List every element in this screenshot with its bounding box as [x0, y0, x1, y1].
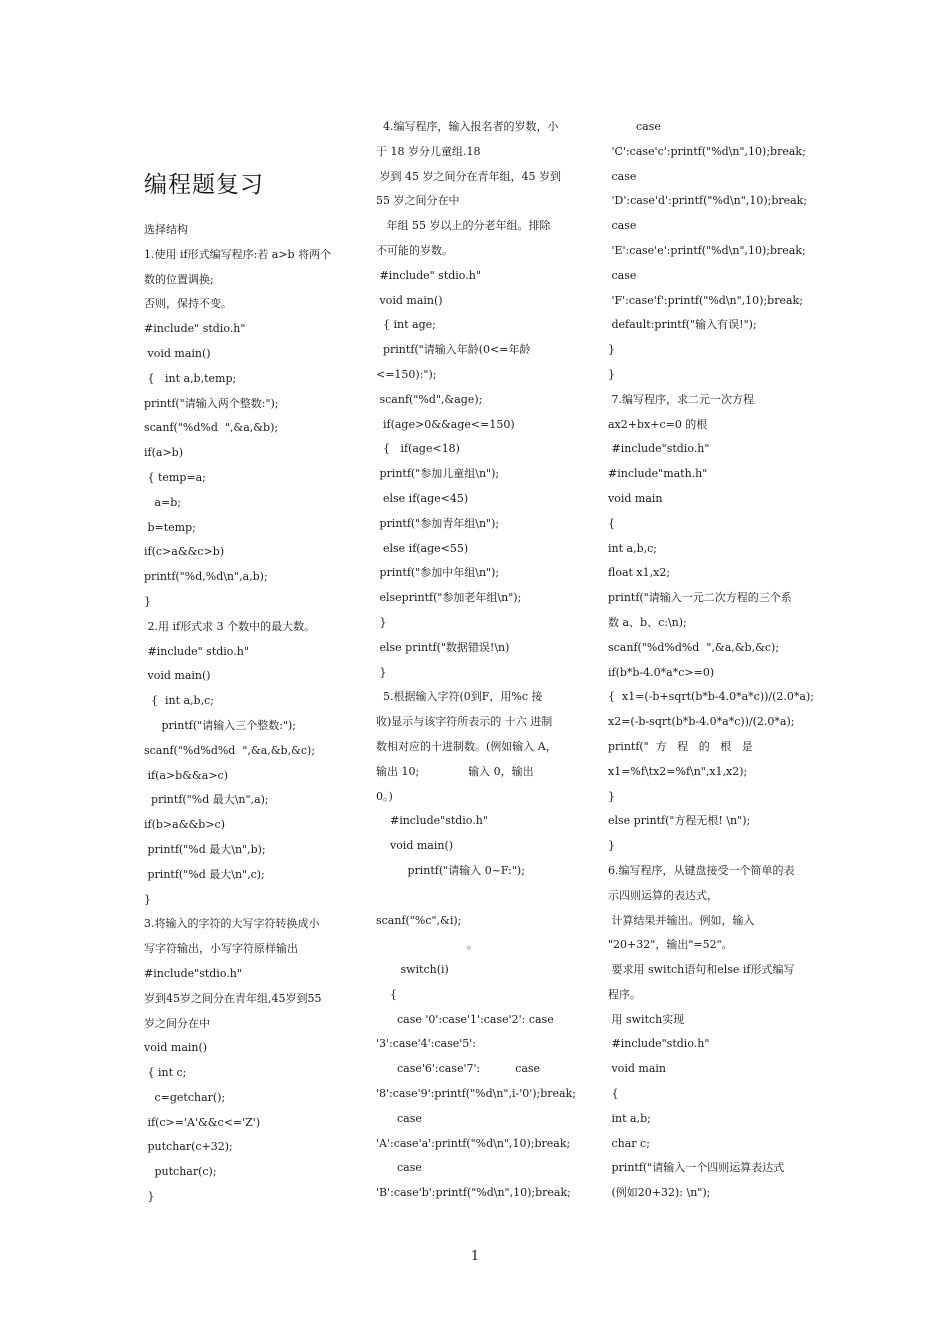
text-line: }	[144, 1190, 155, 1204]
text-line: }	[376, 665, 387, 679]
text-line: b=temp;	[144, 520, 196, 534]
text-line: 输出 10; 输入 0，输出	[376, 764, 534, 778]
text-line: 2.用 if形式求 3 个数中的最大数。	[144, 619, 316, 633]
text-line: putchar(c+32);	[144, 1140, 233, 1154]
text-line: 程序。	[608, 987, 641, 1001]
text-line: else if(age<45)	[376, 491, 469, 505]
text-line: printf("参加青年组\n");	[376, 516, 500, 530]
text-line: x2=(-b-sqrt(b*b-4.0*a*c))/(2.0*a);	[608, 715, 795, 729]
text-line: if(a>b&&a>c)	[144, 768, 229, 782]
text-line: printf("%d 最大\n",c);	[144, 867, 265, 881]
text-line: #include" stdio.h"	[376, 268, 481, 282]
text-line: 'D':case'd':printf("%d\n",10);break;	[608, 194, 808, 208]
text-line: #include"stdio.h"	[608, 442, 710, 456]
text-line: if(b*b-4.0*a*c>=0)	[608, 665, 715, 679]
text-line: 'B':case'b':printf("%d\n",10);break;	[376, 1186, 571, 1200]
text-line: 'E':case'e':printf("%d\n",10);break;	[608, 243, 806, 257]
text-line: printf("参加中年组\n");	[376, 566, 500, 580]
text-line: { if(age<18)	[376, 442, 460, 456]
text-line: void main	[608, 1062, 666, 1076]
text-line: scanf("%d%d ",&a,&b);	[144, 421, 279, 435]
text-line: }	[608, 343, 615, 357]
text-line: 选择结构	[144, 223, 188, 236]
text-line: 1.使用 if形式编写程序:若 a>b 将两个	[144, 247, 332, 261]
text-line: #include"stdio.h"	[608, 1037, 710, 1051]
text-column-left	[144, 218, 349, 1210]
text-line: printf("请输入三个整数:");	[144, 718, 296, 732]
text-line: 岁之间分在中	[144, 1016, 210, 1030]
text-line: putchar(c);	[144, 1165, 217, 1179]
text-line: 'C':case'c':printf("%d\n",10);break;	[608, 144, 806, 158]
text-line: {	[376, 987, 397, 1001]
text-line: void main()	[376, 839, 454, 853]
text-line: { int a,b,c;	[144, 694, 214, 708]
text-line: scanf("%c",&i);	[376, 913, 462, 927]
text-line: 收)显示与该字符所表示的 十六 进制	[376, 715, 553, 729]
page-title: 编程题复习	[144, 172, 264, 198]
text-line: 于 18 岁分儿童组.18	[376, 144, 481, 158]
text-column-right	[608, 115, 820, 1206]
text-line: (例如20+32): \n");	[608, 1186, 711, 1200]
text-line: 岁到 45 岁之间分在青年组，45 岁到	[376, 169, 561, 183]
text-line: }	[376, 615, 387, 629]
text-line: #include" stdio.h"	[144, 644, 249, 658]
text-line: 3.将输入的字符的大写字符转换成小	[144, 917, 320, 931]
text-line: printf("请输入年龄(0<=年龄	[376, 343, 531, 357]
text-line: 要求用 switch语句和else if形式编写	[608, 963, 795, 977]
text-line: case	[608, 268, 637, 282]
text-line: 计算结果并输出。例如，输入	[608, 913, 755, 927]
text-line: int a,b;	[608, 1111, 651, 1125]
text-line	[376, 884, 581, 909]
text-line: 5.根据输入字符(0到F，用%c 接	[376, 690, 543, 704]
text-line: elseprintf("参加老年组\n");	[376, 591, 522, 605]
text-line: }	[608, 789, 615, 803]
text-line: }	[144, 594, 151, 608]
text-line: 4.编写程序，输入报名者的岁数，小	[376, 120, 559, 133]
text-line: void main()	[144, 669, 211, 683]
text-line: 55 岁之间分在中	[376, 194, 460, 208]
text-line: switch(i)	[376, 963, 449, 977]
text-line: if(b>a&&b>c)	[144, 818, 225, 832]
text-line: }	[608, 839, 615, 853]
text-line: if(c>='A'&&c<='Z')	[144, 1115, 261, 1129]
text-line: printf("请输入 0~F:");	[376, 863, 525, 877]
text-line: 7.编写程序，求二元一次方程	[608, 392, 754, 406]
text-line: 数的位置调换;	[144, 272, 214, 286]
text-line: 写字符输出，小写字符原样输出	[144, 942, 298, 956]
page-number: 1	[470, 1249, 480, 1264]
text-line: printf("请输入一元二次方程的三个系	[608, 591, 792, 605]
text-line: { int a,b,temp;	[144, 371, 237, 385]
text-line: }	[144, 892, 151, 906]
text-line: '8':case'9':printf("%d\n",i-'0');break;	[376, 1087, 576, 1101]
text-line: void main()	[144, 346, 211, 360]
text-line: case	[608, 120, 661, 133]
text-line: void main()	[376, 293, 443, 307]
text-line: 'F':case'f':printf("%d\n",10);break;	[608, 293, 803, 307]
text-line: 岁到45岁之间分在青年组,45岁到55	[144, 991, 322, 1005]
text-line: printf("请输入两个整数:");	[144, 396, 279, 410]
text-line: 用 switch实现	[608, 1012, 685, 1026]
text-line: {	[608, 516, 615, 530]
text-line: default:printf("输入有误!");	[608, 318, 757, 332]
text-line: }	[608, 367, 615, 381]
text-line: case	[376, 1111, 422, 1125]
text-line: { int c;	[144, 1066, 187, 1080]
text-line: if(c>a&&c>b)	[144, 545, 225, 559]
text-line: 6.编写程序，从键盘接受一个简单的表	[608, 863, 795, 877]
text-line: c=getchar();	[144, 1090, 226, 1104]
text-line: void main()	[144, 1041, 208, 1055]
text-line: 不可能的岁数。	[376, 243, 453, 257]
text-line: case	[608, 219, 637, 233]
text-line: "20+32"，输出"=52"。	[608, 938, 733, 952]
text-line: { temp=a;	[144, 470, 206, 484]
text-line: #include"stdio.h"	[144, 966, 242, 980]
text-line: 。	[376, 938, 478, 952]
text-line: if(age>0&&age<=150)	[376, 417, 515, 431]
text-line: '3':case'4':case'5':	[376, 1037, 477, 1051]
text-line: void main	[608, 491, 663, 505]
text-line: ax2+bx+c=0 的根	[608, 417, 708, 431]
text-line: else printf("方程无根! \n");	[608, 814, 751, 828]
text-line: if(a>b)	[144, 446, 183, 460]
text-line: printf("%d,%d\n",a,b);	[144, 570, 268, 584]
text-line: case '0':case'1':case'2': case	[376, 1012, 554, 1026]
text-line: case	[376, 1161, 422, 1175]
text-line: printf("参加儿童组\n");	[376, 467, 500, 481]
text-line: printf("请输入一个四则运算表达式	[608, 1161, 785, 1175]
text-line: int a,b,c;	[608, 541, 657, 555]
text-line: 示四则运算的表达式，	[608, 888, 718, 902]
text-line: 数 a、b、c:\n);	[608, 615, 687, 629]
text-line: x1=%f\tx2=%f\n",x1,x2);	[608, 764, 748, 778]
text-line: { x1=(-b+sqrt(b*b-4.0*a*c))/(2.0*a);	[608, 690, 814, 704]
text-line: #include"stdio.h"	[376, 814, 488, 828]
text-column-middle	[376, 115, 581, 1206]
text-line: scanf("%d%d%d ",&a,&b,&c);	[144, 743, 316, 757]
text-line: char c;	[608, 1136, 650, 1150]
text-line: printf("%d 最大\n",b);	[144, 842, 266, 856]
text-line: printf(" 方 程 的 根 是	[608, 739, 753, 753]
text-line: case'6':case'7': case	[376, 1062, 541, 1076]
text-line: { int age;	[376, 318, 436, 332]
text-line: {	[608, 1087, 619, 1101]
text-line: #include" stdio.h"	[144, 322, 246, 336]
text-line: else if(age<55)	[376, 541, 469, 555]
text-line: scanf("%d%d%d ",&a,&b,&c);	[608, 640, 780, 654]
text-line: #include"math.h"	[608, 467, 708, 481]
text-line: scanf("%d",&age);	[376, 392, 483, 406]
text-line: <=150):");	[376, 367, 437, 381]
text-line: case	[608, 169, 637, 183]
text-line: else printf("数据错误!\n)	[376, 640, 510, 654]
text-line: 数相对应的十进制数。(例如输入 A，	[376, 739, 557, 753]
text-line: 年组 55 岁以上的分老年组。排除	[376, 219, 551, 233]
text-line: 否则，保持不变。	[144, 297, 232, 311]
text-line: 0。)	[376, 789, 393, 803]
text-line: printf("%d 最大\n",a);	[144, 793, 269, 807]
text-line: float x1,x2;	[608, 566, 671, 580]
text-line: a=b;	[144, 495, 182, 509]
text-line: 'A':case'a':printf("%d\n",10);break;	[376, 1136, 571, 1150]
